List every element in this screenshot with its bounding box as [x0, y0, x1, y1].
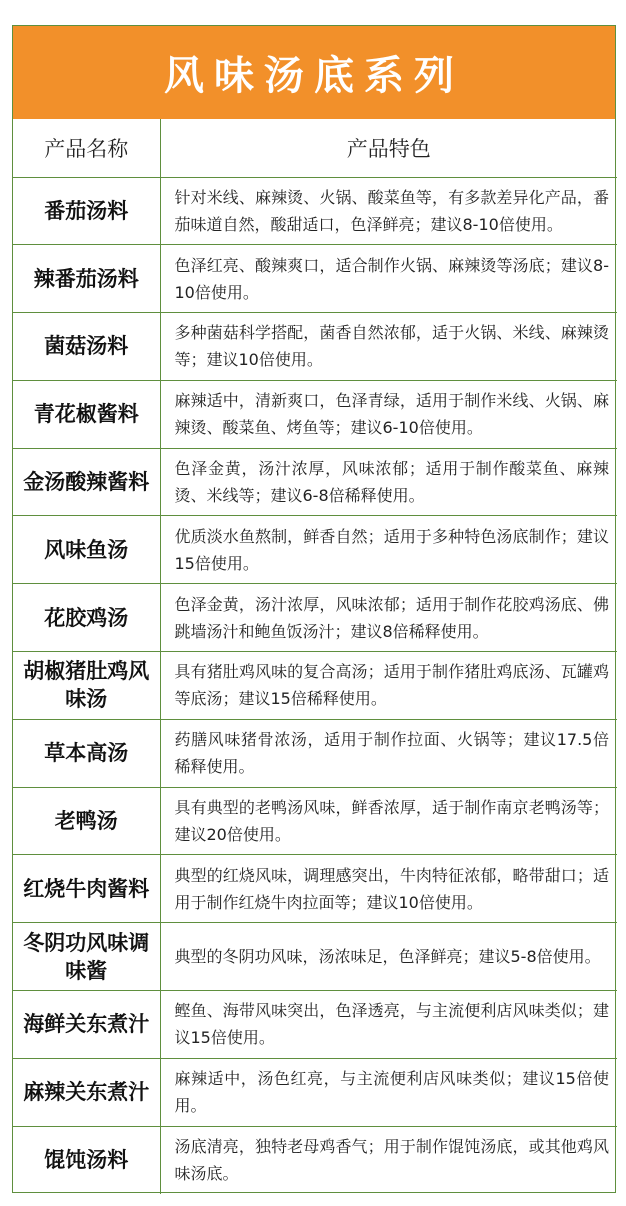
product-description: 药膳风味猪骨浓汤，适用于制作拉面、火锅等；建议17.5倍稀释使用。	[160, 719, 617, 787]
table-row	[13, 923, 617, 991]
product-description: 多种菌菇科学搭配，菌香自然浓郁，适于火锅、米线、麻辣烫等；建议10倍使用。	[160, 313, 617, 381]
column-header-desc: 产品特色	[160, 119, 617, 177]
table-header-row	[13, 119, 617, 177]
product-sheet	[12, 25, 616, 1193]
table-row	[13, 652, 617, 720]
product-table	[13, 119, 617, 1194]
table-row	[13, 380, 617, 448]
product-name: 草本高汤	[13, 719, 160, 787]
table-row	[13, 516, 617, 584]
product-description: 典型的红烧风味，调理感突出，牛肉特征浓郁，略带甜口；适用于制作红烧牛肉拉面等；建议10倍使用。	[160, 855, 617, 923]
title-bar	[13, 26, 615, 119]
product-name: 馄饨汤料	[13, 1126, 160, 1194]
product-description: 汤底清亮，独特老母鸡香气；用于制作馄饨汤底，或其他鸡风味汤底。	[160, 1126, 617, 1194]
table-row	[13, 313, 617, 381]
product-description: 优质淡水鱼熬制，鲜香自然；适用于多种特色汤底制作；建议15倍使用。	[160, 516, 617, 584]
table-row	[13, 855, 617, 923]
product-name: 花胶鸡汤	[13, 584, 160, 652]
product-name: 红烧牛肉酱料	[13, 855, 160, 923]
table-row	[13, 1058, 617, 1126]
product-description: 典型的冬阴功风味，汤浓味足，色泽鲜亮；建议5-8倍使用。	[160, 923, 617, 991]
product-name: 冬阴功风味调味酱	[13, 923, 160, 991]
table-row	[13, 584, 617, 652]
product-name: 番茄汤料	[13, 177, 160, 245]
product-name: 海鲜关东煮汁	[13, 991, 160, 1059]
product-description: 鲣鱼、海带风味突出，色泽透亮，与主流便利店风味类似；建议15倍使用。	[160, 991, 617, 1059]
product-description: 色泽红亮、酸辣爽口，适合制作火锅、麻辣烫等汤底；建议8-10倍使用。	[160, 245, 617, 313]
product-name: 金汤酸辣酱料	[13, 448, 160, 516]
product-name: 胡椒猪肚鸡风味汤	[13, 652, 160, 720]
table-row	[13, 991, 617, 1059]
product-name: 老鸭汤	[13, 787, 160, 855]
product-name: 麻辣关东煮汁	[13, 1058, 160, 1126]
product-name: 风味鱼汤	[13, 516, 160, 584]
product-description: 针对米线、麻辣烫、火锅、酸菜鱼等，有多款差异化产品，番茄味道自然，酸甜适口，色泽鲜亮；建议8-10倍使用。	[160, 177, 617, 245]
product-name: 青花椒酱料	[13, 380, 160, 448]
table-row	[13, 245, 617, 313]
table-row	[13, 1126, 617, 1194]
table-row	[13, 448, 617, 516]
table-row	[13, 787, 617, 855]
product-name: 菌菇汤料	[13, 313, 160, 381]
product-name: 辣番茄汤料	[13, 245, 160, 313]
product-description: 色泽金黄，汤汁浓厚，风味浓郁；适用于制作花胶鸡汤底、佛跳墙汤汁和鲍鱼饭汤汁；建议8倍稀释使用。	[160, 584, 617, 652]
page-title: 风味汤底系列	[164, 53, 464, 99]
product-description: 麻辣适中，汤色红亮，与主流便利店风味类似；建议15倍使用。	[160, 1058, 617, 1126]
product-description: 具有典型的老鸭汤风味，鲜香浓厚，适于制作南京老鸭汤等；建议20倍使用。	[160, 787, 617, 855]
product-description: 色泽金黄，汤汁浓厚，风味浓郁；适用于制作酸菜鱼、麻辣烫、米线等；建议6-8倍稀释使用。	[160, 448, 617, 516]
product-description: 具有猪肚鸡风味的复合高汤；适用于制作猪肚鸡底汤、瓦罐鸡等底汤；建议15倍稀释使用。	[160, 652, 617, 720]
column-header-name: 产品名称	[13, 119, 160, 177]
table-row	[13, 177, 617, 245]
product-description: 麻辣适中，清新爽口，色泽青绿，适用于制作米线、火锅、麻辣烫、酸菜鱼、烤鱼等；建议6-10倍使用。	[160, 380, 617, 448]
table-row	[13, 719, 617, 787]
